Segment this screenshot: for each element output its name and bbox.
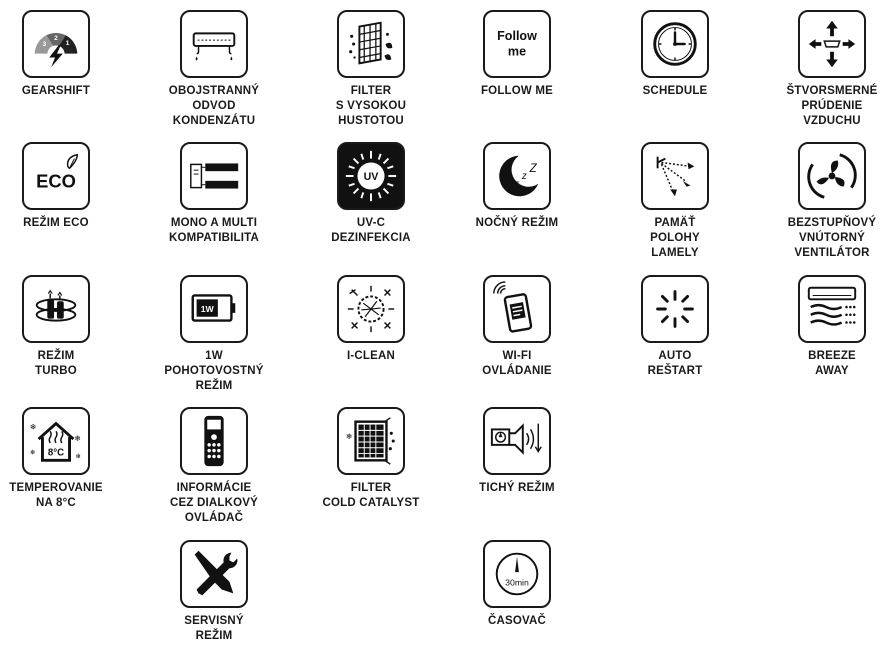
feature-fan	[757, 142, 893, 261]
clock-icon	[646, 15, 704, 73]
feature-label: PRÚDENIE	[801, 100, 863, 112]
feature-label: OVLÁDAČ	[184, 512, 244, 524]
feature-iclean	[296, 275, 446, 364]
svg-text:30min: 30min	[505, 577, 529, 588]
feature-label: REŽIM	[195, 630, 233, 642]
wrench-screwdriver-icon	[185, 545, 243, 603]
feature-silent	[442, 407, 592, 496]
svg-text:z: z	[521, 170, 527, 182]
feature-label: POHOTOVOSTNÝ	[164, 365, 264, 377]
feature-remote	[139, 407, 289, 526]
feature-label: HUSTOTOU	[338, 115, 404, 127]
feature-label: CEZ DIALKOVÝ	[169, 497, 258, 509]
feature-label: UV-C	[356, 217, 386, 229]
feature-label: FILTER	[350, 85, 392, 97]
feature-label: BEZSTUPŇOVÝ	[787, 217, 877, 229]
feature-gearshift	[0, 10, 131, 99]
breeze-away-icon	[803, 280, 861, 338]
gearshift-icon	[27, 15, 85, 73]
feature-label: FILTER	[350, 482, 392, 494]
feature-breeze	[757, 275, 893, 379]
feature-mono-multi	[139, 142, 289, 246]
feature-label: REŽIM ECO	[23, 217, 89, 229]
feature-label: S VYSOKOU	[335, 100, 407, 112]
feature-label: AWAY	[815, 365, 849, 377]
feature-label: SERVISNÝ	[184, 615, 244, 627]
feature-label: REŽIM	[37, 350, 75, 362]
feature-uvc	[296, 142, 446, 246]
smartphone-wifi-icon	[488, 280, 546, 338]
feature-label: BREEZE	[808, 350, 856, 362]
feature-label: VNÚTORNÝ	[799, 232, 865, 244]
feature-label: TEMPEROVANIE	[9, 482, 103, 494]
svg-text:8°C: 8°C	[47, 447, 65, 459]
feature-label: REŠTART	[647, 365, 703, 377]
svg-text:❄: ❄	[74, 434, 81, 443]
feature-label: INFORMÁCIE	[176, 482, 252, 494]
feature-follow-me	[442, 10, 592, 99]
feature-label: REŽIM	[195, 380, 233, 392]
svg-text:❄: ❄	[29, 422, 37, 432]
feature-label: VENTILÁTOR	[794, 247, 870, 259]
feature-standby	[139, 275, 289, 394]
feature-night	[442, 142, 592, 231]
svg-text:Z: Z	[529, 162, 537, 176]
remote-control-icon	[185, 412, 243, 470]
feature-label: DEZINFEKCIA	[331, 232, 411, 244]
feature-label: OVLÁDANIE	[482, 365, 552, 377]
feature-wifi	[442, 275, 592, 379]
feature-label: VZDUCHU	[803, 115, 861, 127]
feature-label: I-CLEAN	[346, 350, 396, 362]
svg-text:2: 2	[54, 35, 58, 43]
feature-label: POLOHY	[650, 232, 700, 244]
svg-text:UV: UV	[363, 170, 379, 183]
feature-label: WI-FI	[502, 350, 532, 362]
svg-text:❄: ❄	[29, 448, 36, 457]
feature-label: COLD CATALYST	[322, 497, 420, 509]
feature-label: TURBO	[35, 365, 77, 377]
house-8c-icon	[27, 412, 85, 470]
feature-label: KONDENZÁTU	[172, 115, 256, 127]
feature-label: AUTO	[658, 350, 692, 362]
feature-hd-filter	[296, 10, 446, 129]
svg-text:3: 3	[42, 40, 47, 48]
svg-text:❄: ❄	[75, 452, 81, 461]
uv-sun-icon	[342, 147, 400, 205]
moon-sleep-icon	[488, 147, 546, 205]
svg-text:1W: 1W	[200, 303, 214, 314]
feature-8c	[0, 407, 131, 511]
four-way-airflow-icon	[803, 15, 861, 73]
feature-4way	[757, 10, 893, 129]
svg-text:1: 1	[65, 39, 70, 47]
turbo-icon	[27, 280, 85, 338]
feature-label: NOČNÝ REŽIM	[475, 217, 559, 229]
silent-mode-icon	[488, 412, 546, 470]
high-density-filter-icon	[342, 15, 400, 73]
feature-label: ŠTVORSMERNÉ	[786, 85, 878, 97]
mono-multi-icon	[185, 147, 243, 205]
feature-label: NA 8°C	[36, 497, 76, 509]
feature-label: PAMÄŤ	[654, 217, 696, 229]
feature-autorestart	[600, 275, 750, 379]
battery-1w-icon	[185, 280, 243, 338]
svg-text:❄: ❄	[345, 432, 353, 442]
feature-label: ODVOD	[192, 100, 236, 112]
feature-louver	[600, 142, 750, 261]
feature-label: FOLLOW ME	[480, 85, 554, 97]
eco-icon	[27, 147, 85, 205]
feature-label: OBOJSTRANNÝ	[168, 85, 260, 97]
feature-label: 1W	[205, 350, 223, 362]
feature-turbo	[0, 275, 131, 379]
timer-icon	[488, 545, 546, 603]
feature-eco	[0, 142, 131, 231]
i-clean-icon	[342, 280, 400, 338]
louver-memory-icon	[646, 147, 704, 205]
feature-condensate	[139, 10, 289, 129]
follow-me-icon	[488, 15, 546, 73]
feature-label: TICHÝ REŽIM	[479, 482, 555, 494]
svg-text:ECO: ECO	[36, 170, 76, 192]
feature-label: MONO A MULTI	[170, 217, 258, 229]
feature-label: SCHEDULE	[642, 85, 708, 97]
feature-label: ČASOVAČ	[487, 615, 547, 627]
svg-text:Follow: Follow	[497, 29, 537, 44]
feature-cold-catalyst	[296, 407, 446, 511]
feature-label: GEARSHIFT	[21, 85, 91, 97]
dual-condensate-drain-icon	[185, 15, 243, 73]
auto-restart-icon	[646, 280, 704, 338]
feature-label: LAMELY	[651, 247, 699, 259]
feature-label: KOMPATIBILITA	[168, 232, 260, 244]
svg-text:z: z	[515, 178, 519, 188]
feature-timer	[442, 540, 592, 629]
svg-text:me: me	[507, 44, 527, 59]
fan-icon	[803, 147, 861, 205]
feature-schedule	[600, 10, 750, 99]
cold-catalyst-filter-icon	[342, 412, 400, 470]
feature-service	[139, 540, 289, 644]
